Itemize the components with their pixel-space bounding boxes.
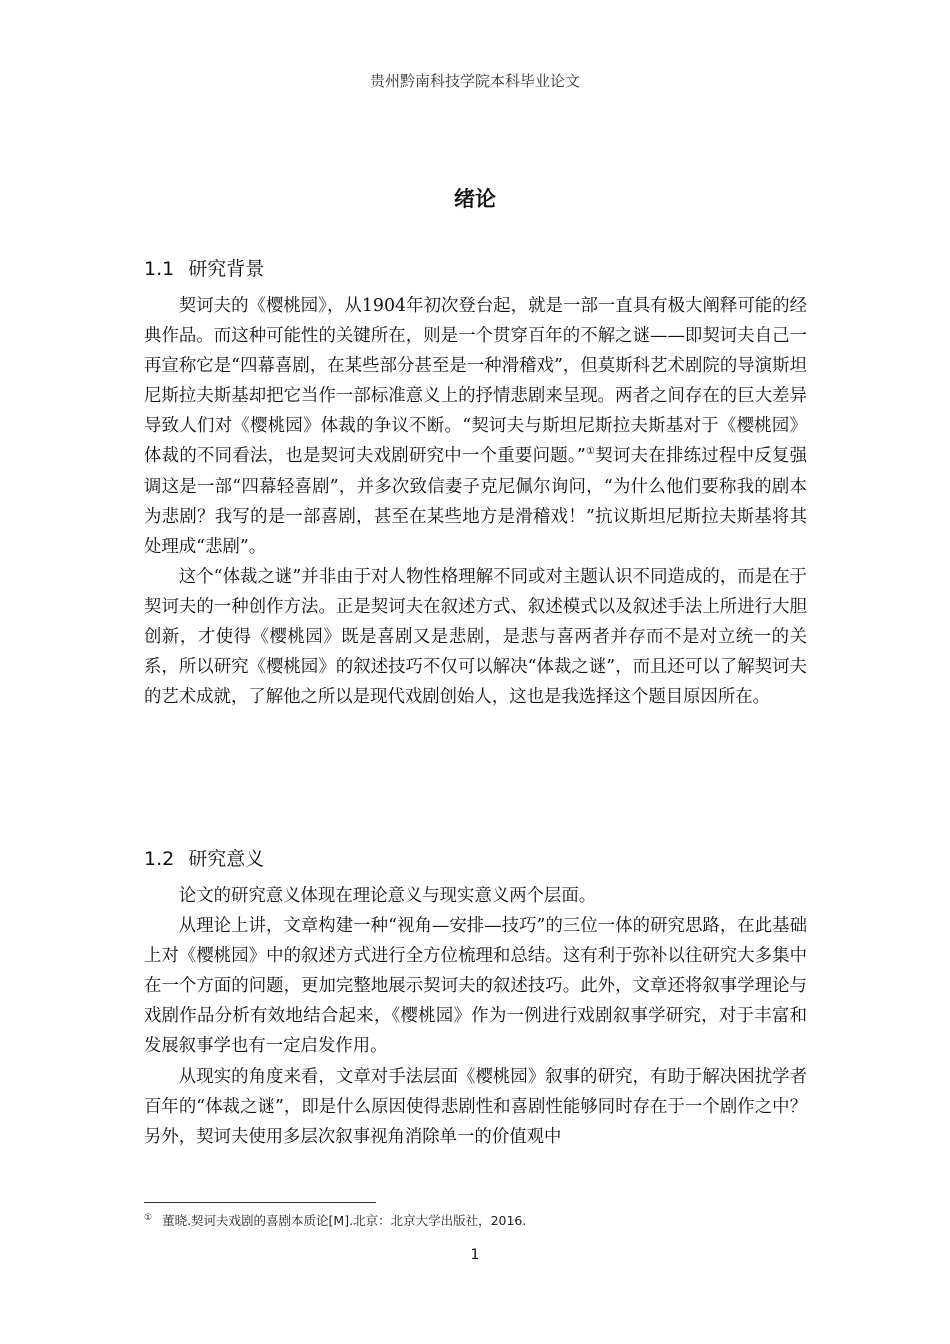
section-1-2-body [144,881,807,1152]
paragraph: 论文的研究意义体现在理论意义与现实意义两个层面。 [178,886,597,906]
paragraph [144,291,807,562]
section-title-text: 研究意义 [188,848,265,870]
footnote [144,1211,526,1229]
footnote-text: 董晓.契诃夫戏剧的喜剧本质论[M].北京：北京大学出版社，2016. [162,1213,527,1228]
page-header: 贵州黔南科技学院本科毕业论文 [369,72,580,90]
chapter-title: 绪论 [454,187,496,211]
footnote-reference[interactable]: ① [585,446,596,458]
paragraph: 这个“体裁之谜”并非由于对人物性格理解不同或对主题认识不同造成的，而是在于契诃夫的一种创作方法。正是契诃夫在叙述方式、叙述模式以及叙述手法上所进行大胆创新，才使得《樱桃园》既是喜剧又是悲剧，是悲与喜两者并存而不是对立统一的关系，所以研究《樱桃园》的叙述技巧不仅可以解决“体裁之谜”，而且还可以了解契诃夫的艺术成就，了解他之所以是现代戏剧创始人，这也是我选择这个题目原因所在。 [144,566,807,708]
section-heading-1-1 [144,254,264,281]
section-number: 1.1 [144,258,175,280]
section-title-text: 研究背景 [188,258,265,280]
section-number: 1.2 [144,848,175,870]
section-1-1-body [144,291,807,712]
section-heading-1-2 [144,844,264,871]
paragraph: 从理论上讲，文章构建一种“视角—安排—技巧”的三位一体的研究思路，在此基础上对《樱桃园》中的叙述方式进行全方位梳理和总结。这有利于弥补以往研究大多集中在一个方面的问题，更加完整地展示契诃夫的叙述技巧。此外，文章还将叙事学理论与戏剧作品分析有效地结合起来，《樱桃园》作为一例进行戏剧叙事学研究，对于丰富和发展叙事学也有一定启发作用。 [144,916,807,1057]
paragraph: 从现实的角度来看，文章对手法层面《樱桃园》叙事的研究，有助于解决困扰学者百年的“体裁之谜”，即是什么原因使得悲剧性和喜剧性能够同时存在于一个剧作之中？另外，契诃夫使用多层次叙事视角消除单一的价值观中 [144,1066,807,1147]
footnote-separator [144,1202,376,1203]
page-number: 1 [470,1247,480,1263]
footnote-mark: ① [144,1212,153,1223]
paragraph-text: 契诃夫在排练过程中反复强调这是一部“四幕轻喜剧”，并多次致信妻子克尼佩尔询问，“为什么他们要称我的剧本为悲剧？我写的是一部喜剧，甚至在某些地方是滑稽戏！”抗议斯坦尼斯拉夫斯基将其处理成“悲剧”。 [144,446,807,557]
paragraph-text: 契诃夫的《樱桃园》，从1904年初次登台起，就是一部一直具有极大阐释可能的经典作品。而这种可能性的关键所在，则是一个贯穿百年的不解之谜——即契诃夫自己一再宣称它是“四幕喜剧，在某些部分甚至是一种滑稽戏”，但莫斯科艺术剧院的导演斯坦尼斯拉夫斯基却把它当作一部标准意义上的抒情悲剧来呈现。两者之间存在的巨大差异导致人们对《樱桃园》体裁的争议不断。“契诃夫与斯坦尼斯拉夫斯基对于《樱桃园》体裁的不同看法，也是契诃夫戏剧研究中一个重要问题。” [144,296,807,467]
